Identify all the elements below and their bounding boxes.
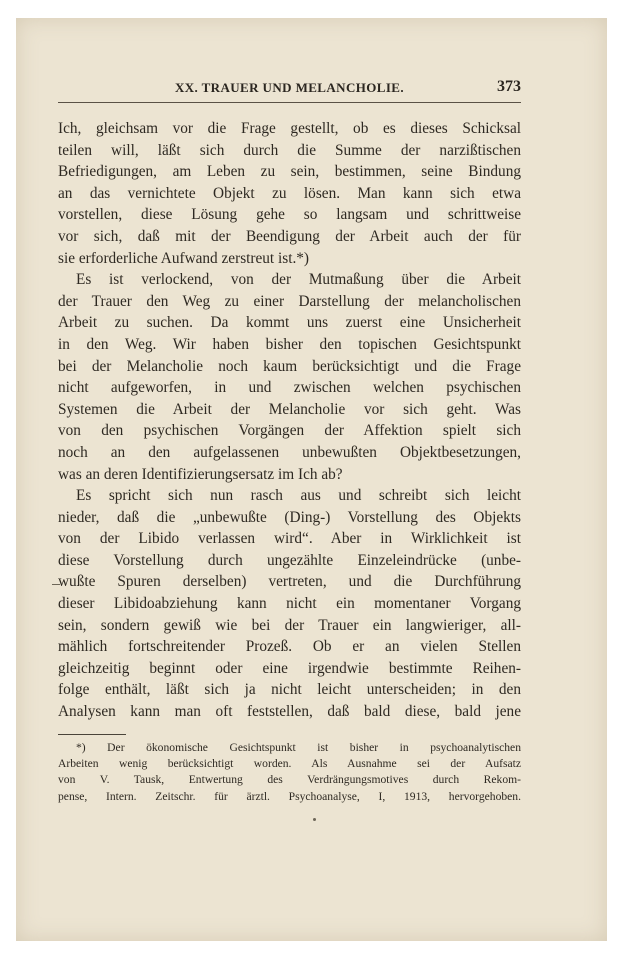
text-line: in den Weg. Wir haben bisher den topischen Gesichtspunkt (58, 335, 521, 353)
text-line: sein, sondern gewiß wie bei der Trauer ein langwieriger, all- (58, 616, 521, 634)
print-speck (313, 818, 316, 821)
text-line: Systemen die Arbeit der Melancholie vor sich geht. Was (58, 400, 521, 418)
book-page (16, 18, 607, 941)
footnote-line: pense, Intern. Zeitschr. für ärztl. Psychoanalyse, I, 1913, hervorgehoben. (58, 789, 521, 803)
text-line: mählich fortschreitender Prozeß. Ob er an vielen Stellen (58, 638, 521, 656)
text-line: vorstellen, diese Lösung gehe so langsam und schrittweise (58, 206, 521, 224)
text-line: Analysen kann man oft feststellen, daß bald diese, bald jene (58, 703, 521, 721)
text-line: Arbeit zu suchen. Da kommt uns zuerst eine Unsicherheit (58, 314, 521, 332)
text-line: der Trauer den Weg zu einer Darstellung der melancholischen (58, 292, 521, 310)
text-line: bei der Melancholie noch kaum berücksichtigt und die Frage (58, 357, 521, 375)
text-line: nicht aufgeworfen, in und zwischen welchen psychischen (58, 379, 521, 397)
text-line: wußte Spuren derselben) vertreten, und die Durchführung (58, 573, 521, 591)
running-header (58, 80, 521, 103)
text-line: folge enthält, läßt sich ja nicht leicht unterscheiden; in den (58, 681, 521, 699)
text-line: Befriedigungen, am Leben zu sein, bestimmen, seine Bindung (58, 163, 521, 181)
footnote-line: *) Der ökonomische Gesichtspunkt ist bisher in psychoanalytischen (76, 741, 521, 754)
text-line: von der Libido verlassen wird“. Aber in Wirklichkeit ist (58, 530, 521, 548)
text-line: nieder, daß die „unbewußte (Ding-) Vorstellung des Objekts (58, 508, 521, 526)
footnote-divider (58, 734, 126, 735)
text-line: diese Vorstellung durch ungezählte Einzeleindrücke (unbe- (58, 551, 521, 569)
text-line: Ich, gleichsam vor die Frage gestellt, ob es dieses Schicksal (58, 120, 521, 137)
page-number: 373 (497, 78, 521, 95)
footnote-line: von V. Tausk, Entwertung des Verdrängungsmotives durch Rekom- (58, 773, 521, 787)
main-text (58, 118, 521, 723)
paragraph-start-line: Es ist verlockend, von der Mutmaßung über die Arbeit (76, 271, 521, 289)
footnote-line: Arbeiten wenig berücksichtigt worden. Als Ausnahme sei der Aufsatz (58, 757, 521, 771)
text-line: von den psychischen Vorgängen der Affektion spielt sich (58, 422, 521, 440)
footnote (58, 740, 521, 805)
text-line: gleichzeitig beginnt oder eine irgendwie bestimmte Reihen- (58, 659, 521, 677)
text-line: sie erforderliche Aufwand zerstreut ist.*) (58, 249, 310, 267)
text-line: vor sich, daß mit der Beendigung der Arbeit auch der für (58, 227, 521, 245)
text-line: noch an den aufgelassenen unbewußten Objektbesetzungen, (58, 443, 521, 461)
paragraph-start-line: Es spricht sich nun rasch aus und schreibt sich leicht (76, 487, 521, 505)
text-line: teilen will, läßt sich durch die Summe der narzißtischen (58, 141, 521, 159)
margin-dash-mark (52, 584, 60, 585)
text-line: dieser Libidoabziehung kann nicht ein momentaner Vorgang (58, 595, 521, 613)
text-line: an das vernichtete Objekt zu lösen. Man kann sich etwa (58, 184, 521, 202)
chapter-title: XX. TRAUER UND MELANCHOLIE. (174, 80, 405, 95)
text-line: was an deren Identifizierungsersatz im Ich ab? (58, 465, 343, 483)
